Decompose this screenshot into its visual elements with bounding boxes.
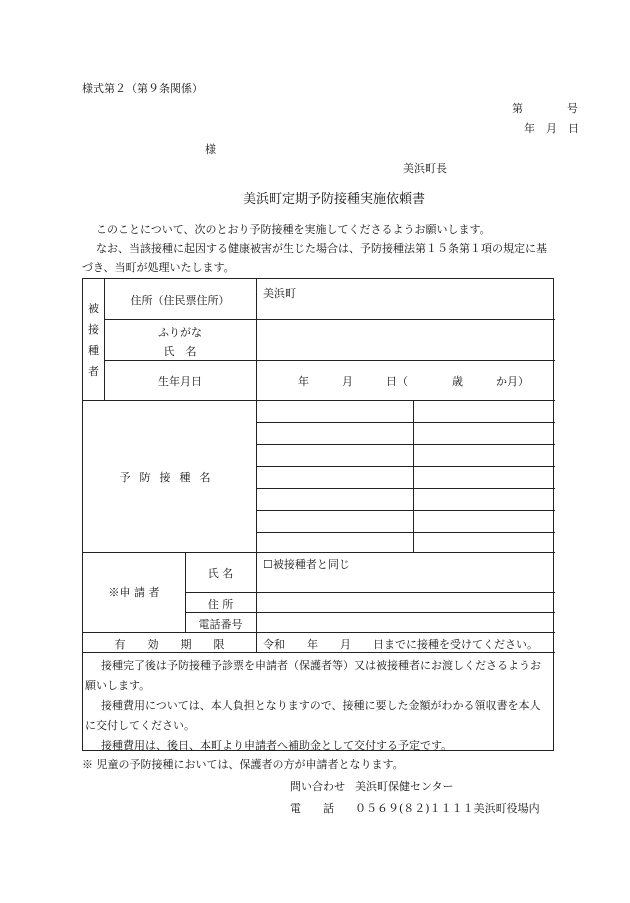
issuer: 美浜町長 (403, 162, 447, 175)
same-as-recipient-checkbox[interactable]: ☐被接種者と同じ (263, 558, 350, 571)
birthdate-label: 生年月日 (158, 375, 202, 388)
intro-line-3: づき、当町が処理いたします。 (82, 261, 235, 274)
applicant-name-label: 氏 名 (207, 567, 234, 580)
name-label: 氏 名 (163, 345, 197, 358)
child-note: ※ 児童の予防接種においては、保護者の方が申請者となります。 (82, 758, 404, 771)
note-1-line-2: 願いします。 (85, 679, 151, 692)
applicant-label: ※申 請 者 (108, 586, 160, 599)
vaccine-label: 予防接種名 (119, 471, 220, 484)
document-title: 美浜町定期予防接種実施依頼書 (243, 192, 426, 207)
phone-label: 電 話 (290, 802, 334, 815)
recipient-group-label: 被 接 種 者 (88, 301, 99, 378)
address-label: 住所（住民票住所） (130, 294, 230, 307)
note-2-line-1: 接種費用については、本人負担となりますので、接種に要した金額がわかる領収書を本人 (101, 699, 541, 712)
contact-org: 美浜町保健センター (355, 780, 454, 793)
document-number: 第 号 (512, 102, 578, 115)
validity-label: 有 効 期 限 (114, 638, 225, 651)
furigana-label: ふりがな (158, 326, 202, 339)
request-table (82, 278, 554, 751)
note-3: 接種費用は、後日、本町より申請者へ補助金として交付する予定です。 (101, 739, 453, 752)
address-value[interactable]: 美浜町 (263, 287, 296, 300)
note-1-line-1: 接種完了後は予防接種予診票を申請者（保護者等）又は被接種者にお渡しくださるようお (101, 659, 541, 672)
birthdate-value[interactable]: 年 月 日（ 歳 か月） (298, 375, 529, 388)
recipient-name-field[interactable] (261, 323, 551, 357)
note-2-line-2: に交付してください。 (85, 719, 195, 732)
applicant-phone-label: 電話番号 (198, 618, 243, 631)
phone-value: ０５６９(８２)１１１１美浜町役場内 (355, 802, 540, 815)
addressee-suffix: 様 (205, 143, 216, 156)
applicant-address-label: 住 所 (207, 598, 234, 611)
document-date: 年 月 日 (524, 122, 579, 135)
intro-line-1: このことについて、次のとおり予防接種を実施してくださるようお願いします。 (96, 223, 491, 236)
validity-value: 令和 年 月 日までに接種を受けてください。 (263, 638, 538, 651)
contact-label: 問い合わせ (290, 780, 345, 793)
form-number: 様式第２（第９条関係） (82, 82, 203, 95)
intro-line-2: なお、当該接種に起因する健康被害が生じた場合は、予防接種法第１５条第１項の規定に基 (96, 242, 547, 255)
